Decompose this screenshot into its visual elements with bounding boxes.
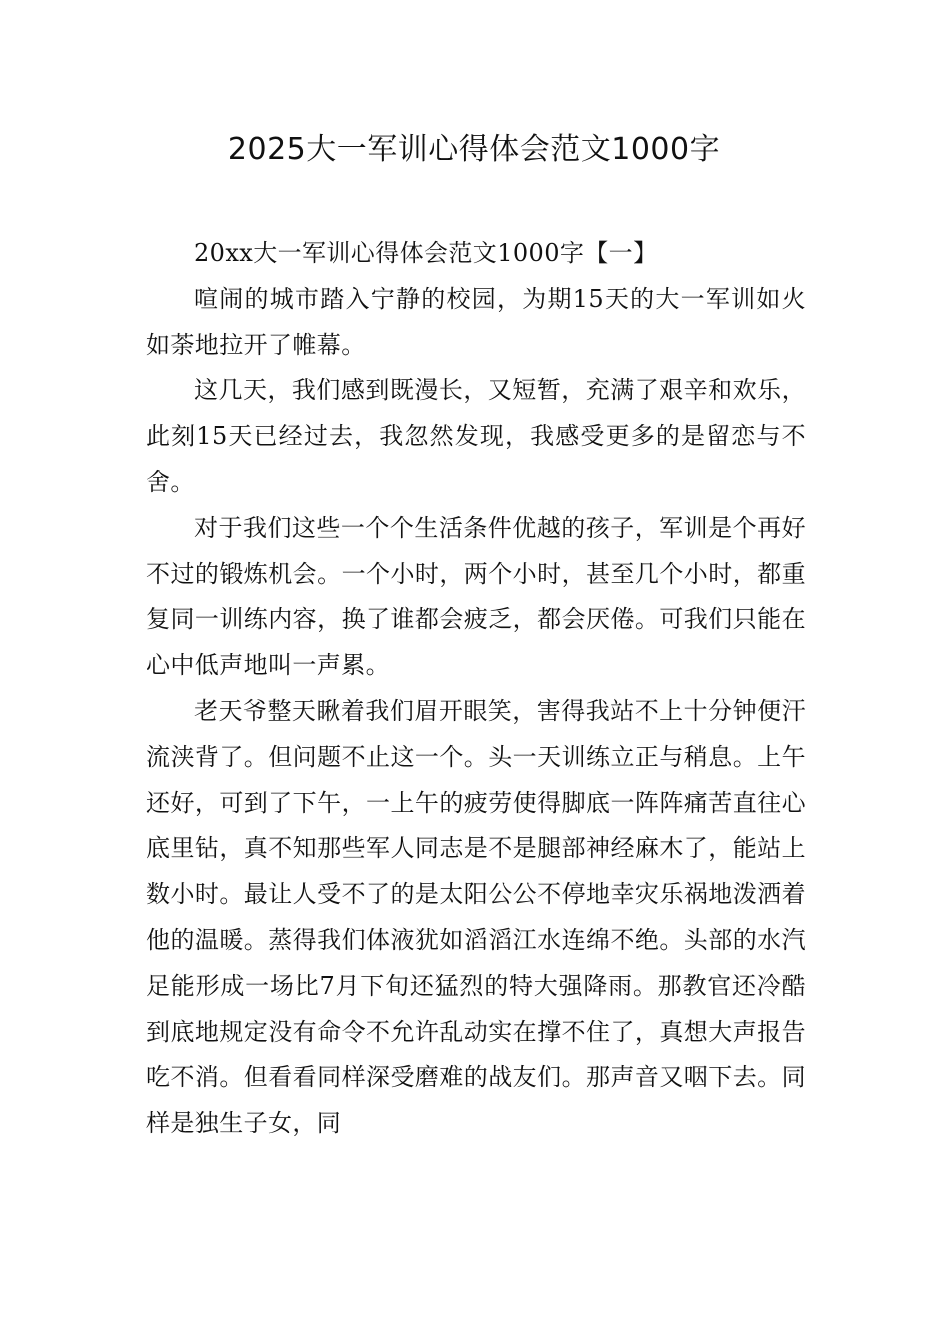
paragraph-1: 喧闹的城市踏入宁静的校园，为期15天的大一军训如火如荼地拉开了帷幕。: [146, 284, 806, 359]
paragraph-2: 这几天，我们感到既漫长，又短暂，充满了艰辛和欢乐，此刻15天已经过去，我忽然发现，我感受更多的是留恋与不舍。: [146, 376, 806, 496]
document-page: [146, 120, 806, 1147]
document-body: [146, 231, 806, 1147]
paragraph-3: 对于我们这些一个个生活条件优越的孩子，军训是个再好不过的锻炼机会。一个小时，两个小时，甚至几个小时，都重复同一训练内容，换了谁都会疲乏，都会厌倦。可我们只能在心中低声地叫一声累。: [146, 513, 806, 680]
section-heading: 20xx大一军训心得体会范文1000字【一】: [194, 239, 658, 267]
paragraph-4: 老天爷整天瞅着我们眉开眼笑，害得我站不上十分钟便汗流浃背了。但问题不止这一个。头一天训练立正与稍息。上午还好，可到了下午，一上午的疲劳使得脚底一阵阵痛苦直往心底里钻，真不知那些军人同志是不是腿部神经麻木了，能站上数小时。最让人受不了的是太阳公公不停地幸灾乐祸地泼洒着他的温暖。蒸得我们体液犹如滔滔江水连绵不绝。头部的水汽足能形成一场比7月下旬还猛烈的特大强降雨。那教官还冷酷到底地规定没有命令不允许乱动实在撑不住了，真想大声报告吃不消。但看看同样深受磨难的战友们。那声音又咽下去。同样是独生子女，同: [146, 696, 806, 1138]
document-title: 2025大一军训心得体会范文1000字: [227, 132, 721, 167]
